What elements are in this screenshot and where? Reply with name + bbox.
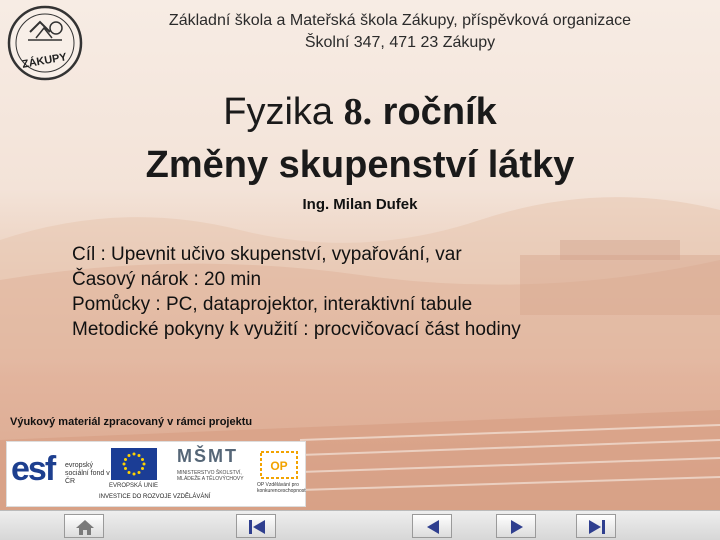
next-icon bbox=[497, 515, 537, 539]
msmt-text: MINISTERSTVO ŠKOLSTVÍ, MLÁDEŽE A TĚLOVÝCHOVY bbox=[177, 470, 244, 482]
school-name: Základní škola a Mateřská škola Zákupy, příspěvková organizace bbox=[168, 12, 632, 29]
subject-label: Fyzika bbox=[223, 91, 344, 133]
svg-text:OP: OP bbox=[270, 459, 288, 473]
next-slide-button[interactable] bbox=[496, 514, 536, 538]
grade-number: 8. bbox=[343, 91, 373, 133]
op-text: OP Vzdělávání pro konkurenceschopnost bbox=[257, 482, 306, 494]
school-header bbox=[100, 10, 700, 54]
first-slide-button[interactable] bbox=[236, 514, 276, 538]
school-address: Školní 347, 471 23 Zákupy bbox=[304, 34, 496, 51]
author-name: Ing. Milan Dufek bbox=[302, 196, 418, 213]
info-methods: Metodické pokyny k využití : procvičovací část hodiny bbox=[72, 319, 521, 340]
lesson-info bbox=[72, 242, 521, 342]
info-goal: Cíl : Upevnit učivo skupenství, vypařování, var bbox=[72, 244, 462, 265]
project-label: Výukový materiál zpracovaný v rámci projektu bbox=[10, 416, 253, 428]
slide-topic: Změny skupenství látky bbox=[145, 144, 575, 186]
esf-text: evropský sociální fond v ČR bbox=[65, 462, 110, 485]
eu-flag-icon bbox=[111, 448, 157, 480]
info-tools: Pomůcky : PC, dataprojektor, interaktivní tabule bbox=[72, 294, 473, 315]
eu-text: EVROPSKÁ UNIE bbox=[109, 483, 159, 489]
slide-title bbox=[0, 90, 720, 134]
op-logo-icon bbox=[257, 448, 301, 482]
last-icon bbox=[577, 515, 617, 539]
first-icon bbox=[237, 515, 277, 539]
project-logos bbox=[6, 441, 306, 507]
navigation-bar bbox=[0, 510, 720, 540]
logo-text: ZÁKUPY bbox=[21, 51, 68, 71]
previous-slide-button[interactable] bbox=[412, 514, 452, 538]
esf-logo: esf bbox=[11, 450, 55, 488]
school-logo bbox=[6, 4, 84, 82]
info-time: Časový nárok : 20 min bbox=[72, 269, 262, 290]
msmt-logo: MŠMT bbox=[177, 446, 238, 466]
last-slide-button[interactable] bbox=[576, 514, 616, 538]
grade-word: ročník bbox=[372, 91, 497, 133]
home-icon bbox=[65, 515, 105, 539]
prev-icon bbox=[413, 515, 453, 539]
home-button[interactable] bbox=[64, 514, 104, 538]
investment-text: INVESTICE DO ROZVOJE VZDĚLÁVÁNÍ bbox=[99, 494, 211, 500]
